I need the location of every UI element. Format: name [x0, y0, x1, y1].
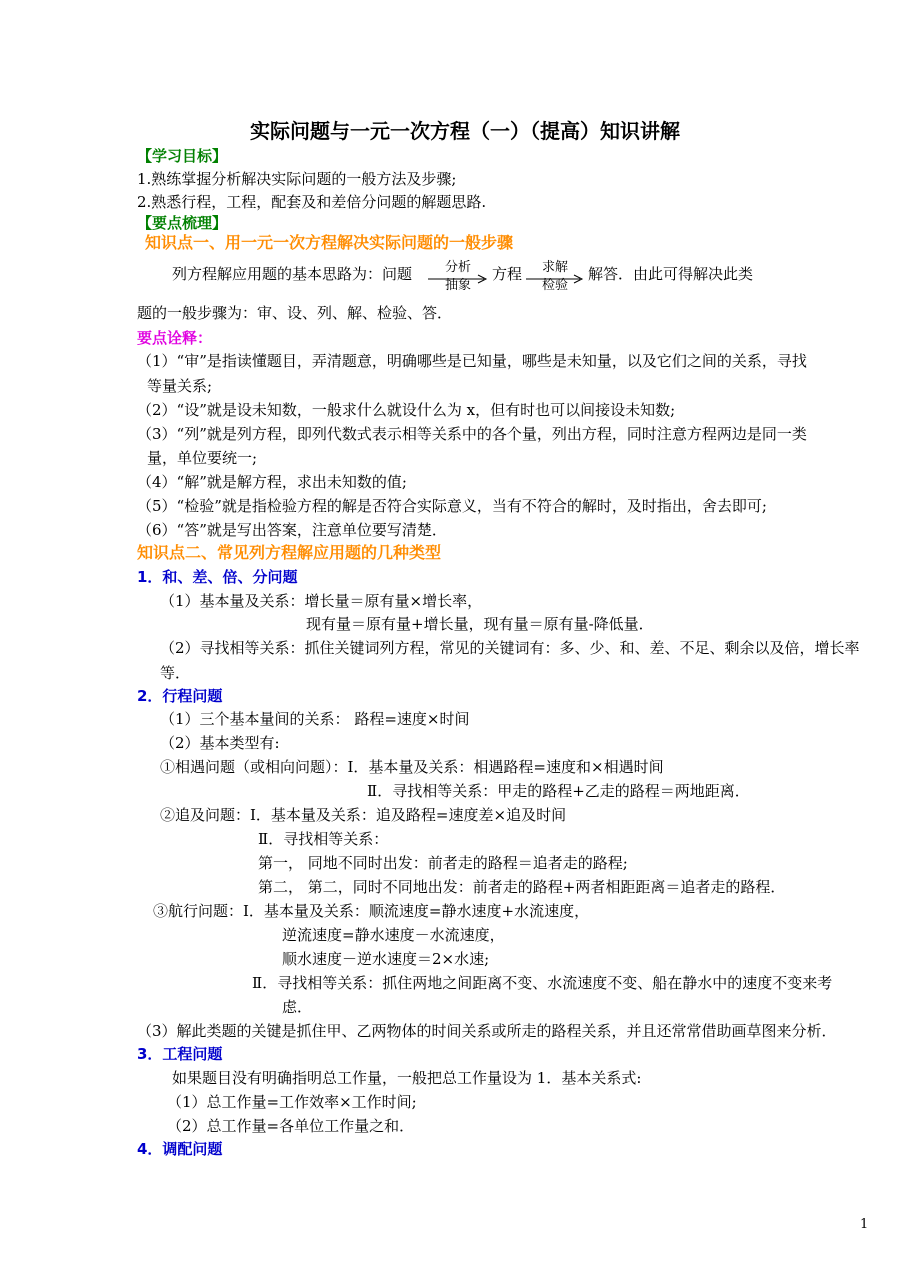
arrow-solve — [526, 262, 584, 296]
s3-line: 如果题目没有明确指明总工作量，一般把总工作量设为 1．基本关系式: — [172, 1069, 642, 1087]
explain-heading: 要点诠释： — [137, 329, 213, 347]
explain-item: （2）“设”就是设未知数，一般求什么就设什么为 x，但有时也可以间接设未知数; — [137, 401, 676, 419]
s3-line: （2）总工作量=各单位工作量之和． — [167, 1117, 415, 1135]
kp2-heading: 知识点二、常见列方程解应用题的几种类型 — [137, 543, 442, 562]
s2-line: Ⅱ．寻找相等关系：甲走的路程+乙走的路程＝两地距离． — [367, 782, 750, 800]
arrow-analyze — [428, 262, 488, 296]
explain-item: （5）“检验”就是指检验方程的解是否符合实际意义，当有不符合的解时，及时指出，舍去即可; — [137, 497, 767, 515]
s2-line: 第二， 第二，同时不同地出发：前者走的路程+两者相距距离＝追者走的路程． — [258, 878, 786, 896]
arrow-solve-bottom: 检验 — [541, 278, 568, 293]
kp1-mid: 方程 — [492, 265, 523, 283]
page-number: 1 — [860, 1217, 869, 1232]
s2-line: 逆流速度=静水速度－水流速度， — [282, 926, 505, 944]
kp1-line-a-suffix: 解答．由此可得解决此类 — [588, 265, 754, 283]
arrow-solve-top: 求解 — [541, 260, 568, 275]
s2-line: Ⅱ．寻找相等关系： — [258, 830, 389, 848]
study-goals-heading: 【学习目标】 — [137, 147, 228, 165]
section-2-heading: 2．行程问题 — [137, 687, 223, 705]
s1-line: 等． — [160, 664, 191, 682]
explain-item: （1）“审”是指读懂题目，弄清题意，明确哪些是已知量，哪些是未知量，以及它们之间的关系，寻找 — [137, 352, 807, 370]
section-3-heading: 3．工程问题 — [137, 1045, 223, 1063]
section-1-heading: 1．和、差、倍、分问题 — [137, 568, 298, 586]
s2-line: （1）三个基本量间的关系： 路程=速度×时间 — [160, 710, 470, 728]
s2-line: ②追及问题：Ⅰ．基本量及关系：追及路程=速度差×追及时间 — [160, 806, 567, 824]
section-4-heading: 4．调配问题 — [137, 1140, 223, 1158]
page-title: 实际问题与一元一次方程（一）（提高）知识讲解 — [250, 119, 680, 143]
s2-line: ③航行问题：Ⅰ．基本量及关系：顺流速度=静水速度+水流速度， — [153, 902, 590, 920]
arrow-analyze-top: 分析 — [444, 260, 471, 275]
key-points-heading: 【要点梳理】 — [137, 214, 228, 232]
kp1-line-b: 题的一般步骤为：审、设、列、解、检验、答． — [137, 304, 453, 322]
s3-line: （1）总工作量=工作效率×工作时间; — [167, 1093, 417, 1111]
study-goal-2: 2.熟悉行程，工程，配套及和差倍分问题的解题思路. — [137, 193, 487, 211]
s2-line: 第一， 同地不同时出发：前者走的路程＝追者走的路程; — [258, 854, 628, 872]
explain-item: （3）“列”就是列方程，即列代数式表示相等关系中的各个量，列出方程，同时注意方程两边是同一类 — [137, 425, 807, 443]
s2-line: 顺水速度－逆水速度＝2×水速; — [282, 950, 490, 968]
s2-line: Ⅱ．寻找相等关系：抓住两地之间距离不变、水流速度不变、船在静水中的速度不变来考 — [252, 974, 833, 992]
explain-item: 等量关系; — [147, 377, 213, 395]
s2-line: （3）解此类题的关键是抓住甲、乙两物体的时间关系或所走的路程关系，并且还常常借助画草图来分析． — [137, 1022, 837, 1040]
explain-item: （6）“答”就是写出答案，注意单位要写清楚． — [137, 521, 447, 539]
s1-line: （1）基本量及关系：增长量＝原有量×增长率， — [160, 592, 483, 610]
s1-line: 现有量＝原有量+增长量，现有量＝原有量-降低量． — [306, 615, 654, 633]
s1-line: （2）寻找相等关系：抓住关键词列方程，常见的关键词有：多、少、和、差、不足、剩余以及倍，增长率 — [160, 639, 860, 657]
study-goal-1: 1.熟练掌握分析解决实际问题的一般方法及步骤; — [137, 170, 457, 188]
arrow-analyze-bottom: 抽象 — [444, 278, 471, 293]
s2-line: 虑． — [282, 998, 313, 1016]
s2-line: （2）基本类型有: — [160, 734, 280, 752]
kp1-line-a-prefix: 列方程解应用题的基本思路为：问题 — [172, 265, 413, 283]
kp1-heading: 知识点一、用一元一次方程解决实际问题的一般步骤 — [145, 233, 514, 252]
explain-item: 量，单位要统一; — [147, 449, 258, 467]
s2-line: ①相遇问题（或相向问题）：Ⅰ．基本量及关系：相遇路程=速度和×相遇时间 — [160, 758, 664, 776]
explain-item: （4）“解”就是解方程，求出未知数的值; — [137, 473, 407, 491]
